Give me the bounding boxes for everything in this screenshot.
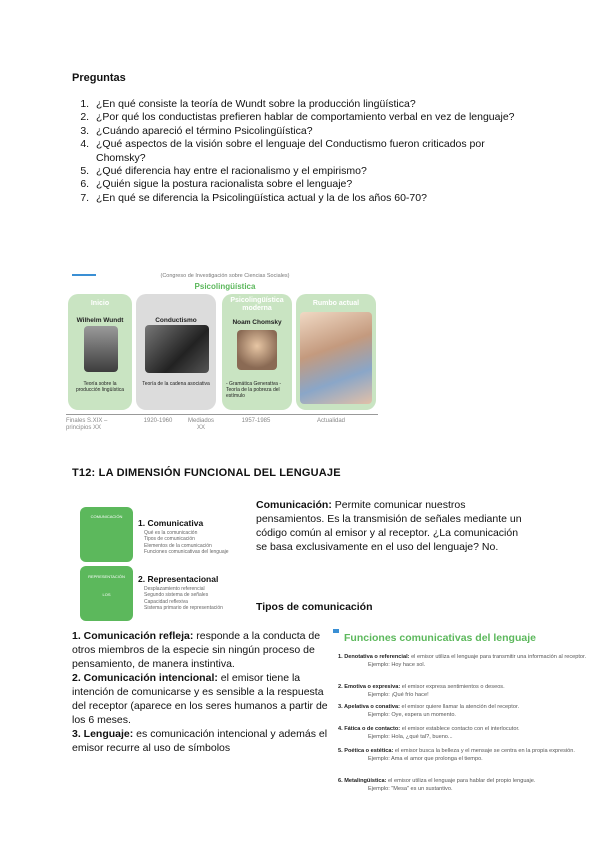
question-item: 4. ¿Qué aspectos de la visión sobre el lenguaje del Conductismo fueron criticados por Chomsky?	[92, 138, 532, 165]
function-example: Ejemplo: "Mesa" es un sustantivo.	[368, 785, 453, 792]
function-item	[338, 684, 588, 699]
function-label: 5. Poética o estética:	[338, 748, 394, 754]
function-text: el emisor utiliza el lenguaje para transmitir una información al receptor.	[409, 654, 587, 660]
questions-section	[72, 72, 532, 205]
function-label: 2. Emotiva o expresiva:	[338, 684, 401, 690]
function-text: el emisor expresa sentimientos o deseos.	[400, 684, 505, 690]
function-text: el emisor busca la belleza y el mensaje se centra en la propia expresión.	[393, 748, 575, 754]
functions-bullet	[333, 629, 339, 633]
types-list	[72, 629, 330, 755]
section-title: T12: LA DIMENSIÓN FUNCIONAL DEL LENGUAJE	[72, 467, 341, 479]
timeline-date: Actualidad	[316, 418, 346, 424]
type-label: 3. Lenguaje:	[72, 728, 134, 740]
timeline-name-chomsky: Noam Chomsky	[232, 319, 282, 326]
timeline-desc-conductismo: Teoría de la cadena asociativa	[142, 381, 210, 387]
card-representacion-head: REPRESENTACIÓN	[88, 574, 125, 579]
function-text: el emisor quiere llamar la atención del receptor.	[399, 704, 520, 710]
type-label: 2. Comunicación intencional:	[72, 672, 218, 684]
function-label: 1. Denotativa o referencial:	[338, 654, 410, 660]
card-line: Sistema primario de representación	[144, 605, 223, 612]
timeline-axis	[66, 414, 378, 415]
card-line: Desplazamiento referencial	[144, 586, 205, 592]
card-line: Tipos de comunicación	[144, 536, 195, 543]
timeline-head-inicio: Inicio	[90, 300, 110, 307]
timeline-head-actual: Rumbo actual	[312, 300, 360, 307]
card-representacion-sub: LOS	[102, 592, 111, 597]
timeline-name-conductismo: Conductismo	[155, 317, 197, 324]
card-line: Segundo sistema de señales	[144, 592, 209, 599]
comunicacion-label: Comunicación:	[256, 499, 332, 511]
questions-list	[72, 98, 532, 205]
timeline-desc-wundt: Teoría sobre la producción lingüística	[75, 381, 125, 393]
function-text: el emisor establece contacto con el interlocutor.	[400, 726, 520, 732]
questions-heading: Preguntas	[72, 72, 126, 84]
function-label: 3. Apelativa o conativa:	[338, 704, 400, 710]
card-comunicacion-head: COMUNICACIÓN	[90, 514, 123, 519]
type-item	[72, 727, 330, 755]
timeline-caption: (Congreso de Investigación sobre Ciencias Sociales)	[160, 273, 290, 279]
question-item: 1. ¿En qué consiste la teoría de Wundt sobre la producción lingüística?	[92, 98, 532, 111]
card-line: Elementos de la comunicación	[144, 542, 212, 549]
conductismo-photo	[145, 325, 209, 373]
functions-title: Funciones comunicativas del lenguaje	[344, 632, 536, 644]
question-item: 3. ¿Cuándo apareció el término Psicolingüística?	[92, 125, 532, 138]
timeline-date: 1920-1960	[143, 418, 173, 424]
type-text: es comunicación intencional y además el emisor recurre al uso de símbolos	[72, 728, 328, 754]
comunicacion-definition	[256, 498, 524, 554]
type-item	[72, 629, 330, 671]
function-example: Ejemplo: Hola, ¿qué tal?, bueno...	[368, 733, 453, 740]
function-item	[338, 778, 588, 793]
function-example: Ejemplo: Ama el amor que prolonga el tiempo.	[368, 755, 483, 762]
function-text: el emisor utiliza el lenguaje para hablar del propio lenguaje.	[386, 778, 536, 784]
timeline-accent-line	[72, 274, 96, 276]
wundt-portrait	[84, 326, 118, 372]
question-item: 7. ¿En qué se diferencia la Psicolingüística actual y la de los años 60-70?	[92, 192, 532, 205]
chomsky-portrait	[237, 330, 277, 370]
function-label: 4. Fática o de contacto:	[338, 726, 401, 732]
tipos-heading: Tipos de comunicación	[256, 601, 373, 613]
question-item: 6. ¿Quién sigue la postura racionalista sobre el lenguaje?	[92, 178, 532, 191]
type-item	[72, 671, 330, 727]
question-item: 2. ¿Por qué los conductistas prefieren hablar de comportamiento verbal en vez de lenguaje?	[92, 111, 532, 124]
timeline-date: Mediados XX	[187, 418, 214, 431]
function-label: 6. Metalingüística:	[338, 778, 387, 784]
function-item	[338, 726, 588, 741]
function-item	[338, 654, 588, 669]
card-line: Funciones comunicativas del lenguaje	[144, 549, 229, 556]
question-item: 5. ¿Qué diferencia hay entre el racionalismo y el empirismo?	[92, 165, 532, 178]
timeline-name-wundt: Wilhelm Wundt	[76, 317, 124, 324]
comunicacion-text: Permite comunicar nuestros pensamientos. Es la transmisión de señales mediante un código común al emisor y al receptor. ¿La comunicación se basa exclusivamente en el uso del lenguaje? No.	[256, 499, 522, 553]
timeline-title: Psicolingüística	[194, 282, 256, 291]
card-title-representacional: 2. Representacional	[138, 574, 219, 584]
type-label: 1. Comunicación refleja:	[72, 630, 194, 642]
type-text: responde a la conducta de otros miembros de la especie sin ningún proceso de pensamiento, de manera instintiva.	[72, 630, 321, 670]
timeline-date: Finales S.XIX – principios XX	[66, 418, 108, 431]
card-line: Qué es la comunicación	[144, 530, 198, 536]
card-title-comunicativa: 1. Comunicativa	[138, 518, 204, 528]
function-example: Ejemplo: Oye, espera un momento.	[368, 711, 456, 718]
card-line: Capacidad reflexiva	[144, 598, 188, 605]
timeline-desc-chomsky: - Gramática Generativa - Teoría de la pobreza del estímulo	[226, 381, 282, 399]
type-text: el emisor tiene la intención de comunicarse y es sensible a la respuesta del receptor (aparece en los seres humanos a partir de los 6 meses.	[72, 672, 328, 726]
timeline-head-moderna: Psicolingüística moderna	[230, 297, 284, 312]
function-item	[338, 704, 588, 719]
card-lines-representacional	[144, 586, 223, 612]
actual-collage	[300, 312, 372, 404]
card-lines-comunicativa	[144, 530, 229, 556]
function-example: Ejemplo: Hoy hace sol.	[368, 661, 426, 668]
function-example: Ejemplo: ¡Qué frío hace!	[368, 691, 429, 698]
function-item	[338, 748, 588, 763]
timeline-date: 1957-1985	[241, 418, 271, 424]
